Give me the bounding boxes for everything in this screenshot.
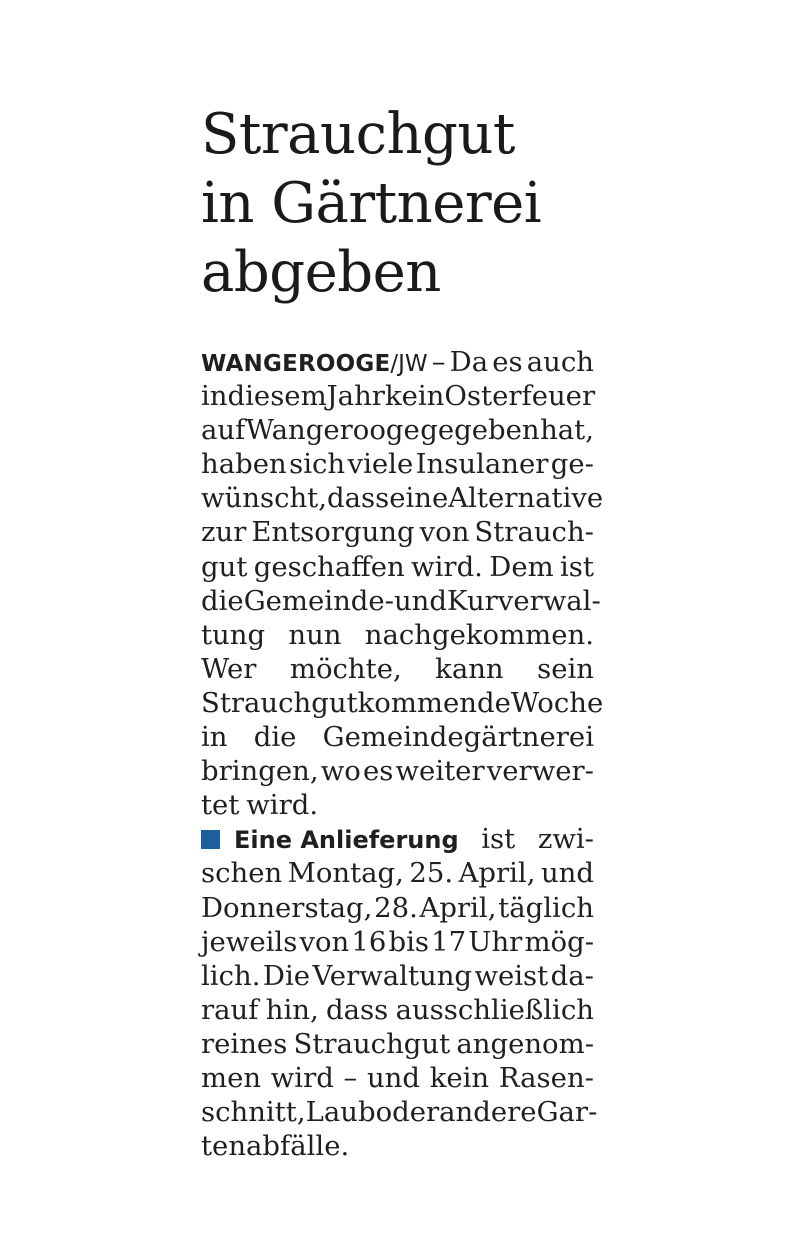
word: April, <box>419 891 497 924</box>
word: wünscht, <box>201 482 327 515</box>
dateline-author: JW <box>398 351 428 377</box>
word: in <box>201 721 228 754</box>
text-line <box>201 584 601 618</box>
word: ge- <box>550 448 594 481</box>
word: schen <box>201 857 283 890</box>
word: auch <box>526 346 594 378</box>
text-line <box>201 1095 598 1129</box>
word: Osterfeuer <box>444 380 596 413</box>
text-line <box>201 686 604 720</box>
text-line <box>201 379 594 413</box>
word: tenabfälle. <box>201 1130 350 1163</box>
text-line <box>201 856 594 890</box>
dateline-separator: / <box>390 351 399 377</box>
text-line <box>201 891 594 925</box>
word: nachgekommen. <box>364 618 594 651</box>
headline-line: Strauchgut <box>201 102 515 167</box>
word: verwer- <box>486 755 594 788</box>
word: wird. <box>246 789 319 822</box>
word: möchte, <box>289 652 402 685</box>
text-line <box>201 618 594 652</box>
word: – <box>343 1061 358 1094</box>
word: jeweils <box>201 925 298 958</box>
word: Donnerstag, <box>201 891 373 924</box>
word: rauf <box>201 993 259 1026</box>
word: lich. <box>201 959 261 992</box>
word: und <box>540 857 594 890</box>
word: Laub <box>305 1096 376 1129</box>
word: nun <box>288 618 342 651</box>
word: April, <box>458 857 536 890</box>
word: reines <box>201 1027 288 1060</box>
word: hat, <box>540 414 594 447</box>
dateline-place: WANGEROOGE <box>201 351 391 377</box>
word: viele <box>347 448 414 481</box>
word: Uhr <box>468 925 523 958</box>
word: kann <box>435 652 504 685</box>
lead-text: Eine Anlieferung <box>234 826 459 855</box>
text-line <box>201 754 594 788</box>
word: Gar- <box>536 1096 598 1129</box>
word: diesem <box>227 380 327 413</box>
word: Montag, <box>287 857 404 890</box>
text-line <box>201 413 594 447</box>
text-line <box>201 720 594 754</box>
word: Strauchgut <box>293 1027 451 1060</box>
word: weiter <box>395 755 485 788</box>
word: Wer <box>201 652 257 685</box>
word: in <box>201 380 228 413</box>
word: Rasen- <box>498 1061 594 1094</box>
word: gut <box>201 550 248 583</box>
word: und <box>393 584 447 617</box>
word: dass <box>326 993 389 1026</box>
word: von <box>299 925 350 958</box>
headline-line: abgeben <box>201 240 441 305</box>
word: haben <box>201 448 287 481</box>
word: zwi- <box>537 823 594 856</box>
word: Wangerooge <box>245 414 420 447</box>
text-line <box>201 652 594 686</box>
text-line <box>201 788 594 822</box>
word: es <box>362 755 394 788</box>
word: und <box>366 1061 420 1094</box>
word: 28. <box>374 891 418 924</box>
word: Alternative <box>448 482 604 515</box>
word: dass <box>326 482 390 515</box>
word: bringen, <box>201 755 319 788</box>
word: die <box>201 584 244 617</box>
dateline-dash: – <box>431 346 446 378</box>
word: 16 <box>351 925 387 958</box>
text-line <box>201 822 594 856</box>
word: schnitt, <box>201 1096 306 1129</box>
word: eine <box>389 482 449 515</box>
text-line <box>201 993 594 1027</box>
word: men <box>201 1061 262 1094</box>
word: weist <box>474 959 549 992</box>
word: da- <box>550 959 594 992</box>
word: andere <box>439 1096 537 1129</box>
word: Verwaltung <box>312 959 473 992</box>
headline-line: in Gärtnerei <box>201 171 542 236</box>
word: gegeben <box>420 414 540 447</box>
word: Entsorgung <box>251 516 415 549</box>
word: oder <box>375 1096 440 1129</box>
word: hin, <box>265 993 319 1026</box>
word: ausschließlich <box>395 993 594 1026</box>
text-line <box>201 550 594 584</box>
word: Jahr <box>326 380 385 413</box>
word: zur <box>201 516 247 549</box>
word: 25. <box>409 857 454 890</box>
word: sich <box>289 448 346 481</box>
word: Insulaner <box>415 448 549 481</box>
word: Da <box>449 346 489 378</box>
text-line <box>201 447 594 481</box>
text-line <box>201 345 594 379</box>
text-line <box>201 1129 594 1163</box>
text-line <box>201 1061 594 1095</box>
word: es <box>492 346 523 378</box>
word: kommende <box>357 686 511 719</box>
text-line <box>201 925 594 959</box>
word: ist <box>560 550 594 583</box>
text-line <box>201 1027 594 1061</box>
word: ist <box>481 823 516 856</box>
word: tet <box>201 789 240 822</box>
paragraph-lead <box>201 822 459 856</box>
word: mög- <box>524 925 594 958</box>
dateline <box>201 345 428 379</box>
word: kein <box>384 380 445 413</box>
word: kein <box>429 1061 490 1094</box>
word: bis <box>388 925 430 958</box>
word: wird <box>270 1061 334 1094</box>
headline <box>201 100 594 307</box>
word: Kurverwal- <box>447 584 601 617</box>
word: Woche <box>510 686 604 719</box>
word: angenom- <box>456 1027 594 1060</box>
word: von <box>419 516 470 549</box>
word: wird. <box>411 550 483 583</box>
article-body <box>201 345 604 1163</box>
word: tung <box>201 618 266 651</box>
text-line <box>201 481 604 515</box>
word: Gemeinde- <box>243 584 394 617</box>
article <box>201 100 604 1163</box>
word: Strauch- <box>474 516 594 549</box>
word: auf <box>201 414 246 447</box>
word: täglich <box>498 891 594 924</box>
word: Die <box>262 959 311 992</box>
word: wo <box>320 755 361 788</box>
word: Dem <box>489 550 554 583</box>
word: sein <box>537 652 594 685</box>
text-line <box>201 515 594 549</box>
word: 17 <box>431 925 467 958</box>
word: die <box>253 721 297 754</box>
word: Strauchgut <box>201 686 358 719</box>
word: geschaffen <box>253 550 405 583</box>
blue-square-icon <box>201 830 220 849</box>
word: Gemeindegärtnerei <box>322 721 594 754</box>
text-line <box>201 959 594 993</box>
